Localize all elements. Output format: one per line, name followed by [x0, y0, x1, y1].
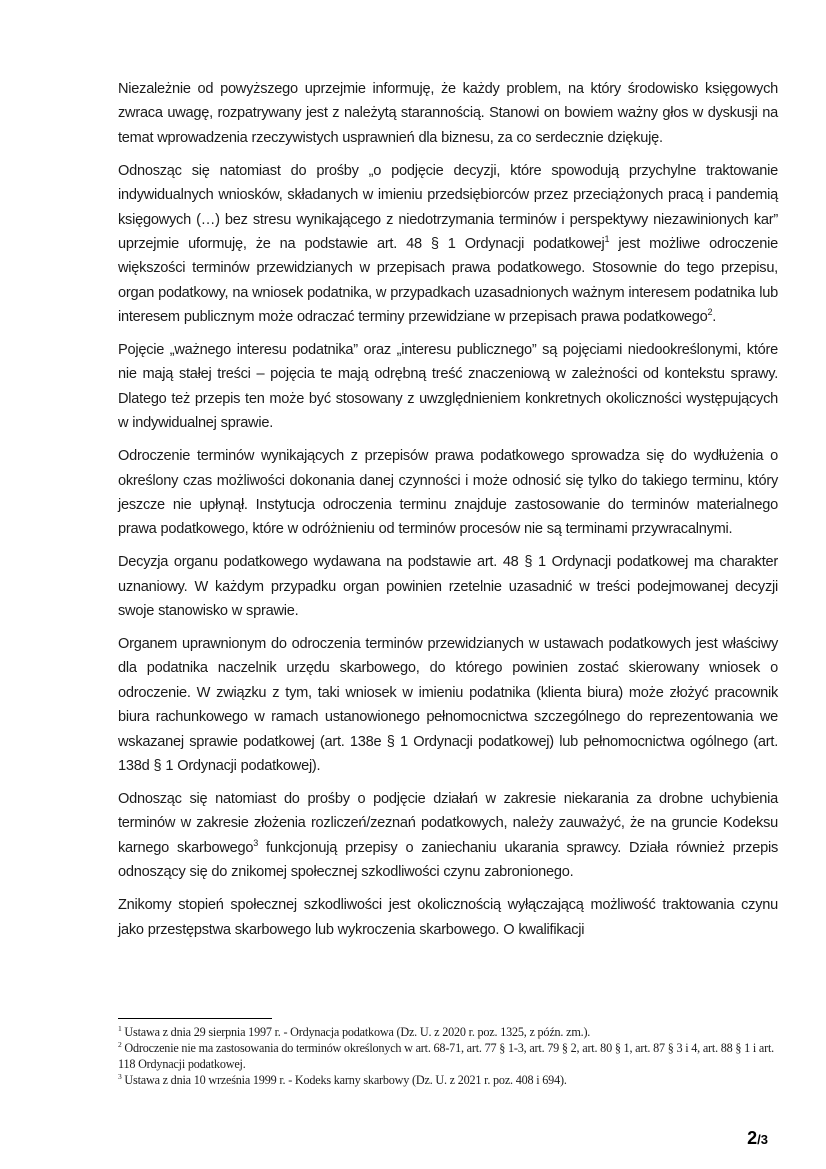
paragraph-text: Odnosząc się natomiast do prośby o podjęcie działań w zakresie niekarania za drobne uchybienia terminów w zakresie złożenia rozliczeń/zeznań podatkowych, należy zauważyć, że na gruncie Kodeksu karnego skarbowego	[118, 790, 778, 856]
paragraph-acknowledgement: Niezależnie od powyższego uprzejmie informuję, że każdy problem, na który środowisko księgowych zwraca uwagę, rozpatrywany jest z należytą starannością. Stanowi on bowiem ważny głos w dyskusji na temat wprowadzenia rzeczywistych usprawnień dla biznesu, za co serdecznie dziękuję.	[118, 81, 778, 146]
footnote-1	[118, 1024, 778, 1040]
footnote-text: Ustawa z dnia 10 września 1999 r. - Kodeks karny skarbowy (Dz. U. z 2021 r. poz. 408 i 694).	[121, 1073, 567, 1087]
footnote-2	[118, 1040, 778, 1072]
footnote-number: 2	[118, 1039, 122, 1049]
footnote-ref-1[interactable]: 1	[604, 234, 610, 245]
footnote-text: Odroczenie nie ma zastosowania do terminów określonych w art. 68-71, art. 77 § 1-3, art. 79 § 2, art. 80 § 1, art. 87 § 3 i 4, art. 88 § 1 i art. 118 Ordynacji podatkowej.	[118, 1041, 775, 1071]
document-body	[118, 77, 778, 950]
paragraph-competent-authority: Organem uprawnionym do odroczenia terminów przewidzianych w ustawach podatkowych jest właściwy dla podatnika naczelnik urzędu skarbowego, do którego powinien zostać skierowany wniosek o odroczenie. W związku z tym, taki wniosek w imieniu podatnika (klienta biura) może złożyć pracownik biura rachunkowego w ramach ustanowionego pełnomocnictwa szczególnego do reprezentowania we wskazanej sprawie podatkowej (art. 138e § 1 Ordynacji podatkowej) lub pełnomocnictwa ogólnego (art. 138d § 1 Ordynacji podatkowej).	[118, 636, 778, 775]
footnote-ref-3[interactable]: 3	[253, 837, 258, 848]
page-number-current: 2	[747, 1128, 758, 1148]
footnotes	[118, 1024, 778, 1088]
paragraph-deferral-scope: Odroczenie terminów wynikających z przepisów prawa podatkowego sprowadza się do wydłużenia o określony czas możliwości dokonania danej czynności i może odnosić się tylko do takiego terminu, który jeszcze nie upłynął. Instytucja odroczenia terminu znajduje zastosowanie do terminów materialnego prawa podatkowego, które w odróżnieniu od terminów procesów nie są terminami przywracalnymi.	[118, 448, 778, 538]
footnote-ref-2[interactable]: 2	[707, 307, 713, 318]
paragraph-social-harm: Znikomy stopień społecznej szkodliwości jest okolicznością wyłączającą możliwość traktowania czynu jako przestępstwa skarbowego lub wykroczenia skarbowego. O kwalifikacji	[118, 897, 778, 938]
paragraph-deferral-request	[118, 159, 778, 330]
footnote-separator	[118, 1018, 272, 1019]
paragraph-non-punishment	[118, 787, 778, 885]
footnote-3	[118, 1072, 778, 1088]
footnote-number: 1	[118, 1023, 122, 1033]
paragraph-text: .	[712, 309, 717, 326]
paragraph-discretionary-decision: Decyzja organu podatkowego wydawana na podstawie art. 48 § 1 Ordynacji podatkowej ma charakter uznaniowy. W każdym przypadku organ powinien rzetelnie uzasadnić w treści podejmowanej decyzji swoje stanowisko w sprawie.	[118, 554, 778, 620]
page-number-total: /3	[757, 1132, 768, 1147]
paragraph-text: funkcjonują przepisy o zaniechaniu ukarania sprawcy. Działa również przepis odnoszący się do znikomej społecznej szkodliwości czynu zabronionego.	[118, 839, 778, 881]
paragraph-text: jest możliwe odroczenie większości terminów przewidzianych w przepisach prawa podatkowego. Stosownie do tego przepisu, organ podatkowy, na wniosek podatnika, w przypadkach uzasadnionych ważnym interesem podatnika lub interesem publicznym może odraczać terminy przewidziane w przepisach prawa podatkowego	[118, 235, 778, 326]
page-number	[747, 1128, 768, 1149]
footnote-text: Ustawa z dnia 29 sierpnia 1997 r. - Ordynacja podatkowa (Dz. U. z 2020 r. poz. 1325, z późn. zm.).	[121, 1025, 591, 1039]
paragraph-text: Odnosząc się natomiast do prośby „o podjęcie decyzji, które spowodują przychylne traktowanie indywidualnych wniosków, składanych w imieniu przedsiębiorców przez przeciążonych pracą i pandemią księgowych (…) bez stresu wynikającego z niedotrzymania terminów i perspektywy niezawinionych kar” uprzejmie uformuję, że na podstawie art. 48 § 1 Ordynacji podatkowej	[118, 162, 778, 252]
footnote-number: 3	[118, 1071, 122, 1081]
paragraph-interest-definition: Pojęcie „ważnego interesu podatnika” oraz „interesu publicznego” są pojęciami niedookreślonymi, które nie mają stałej treści – pojęcia te mają odrębną treść znaczeniową w zależności od kontekstu sprawy. Dlatego też przepis ten może być stosowany z uwzględnieniem konkretnych okoliczności występujących w indywidualnej sprawie.	[118, 342, 778, 432]
